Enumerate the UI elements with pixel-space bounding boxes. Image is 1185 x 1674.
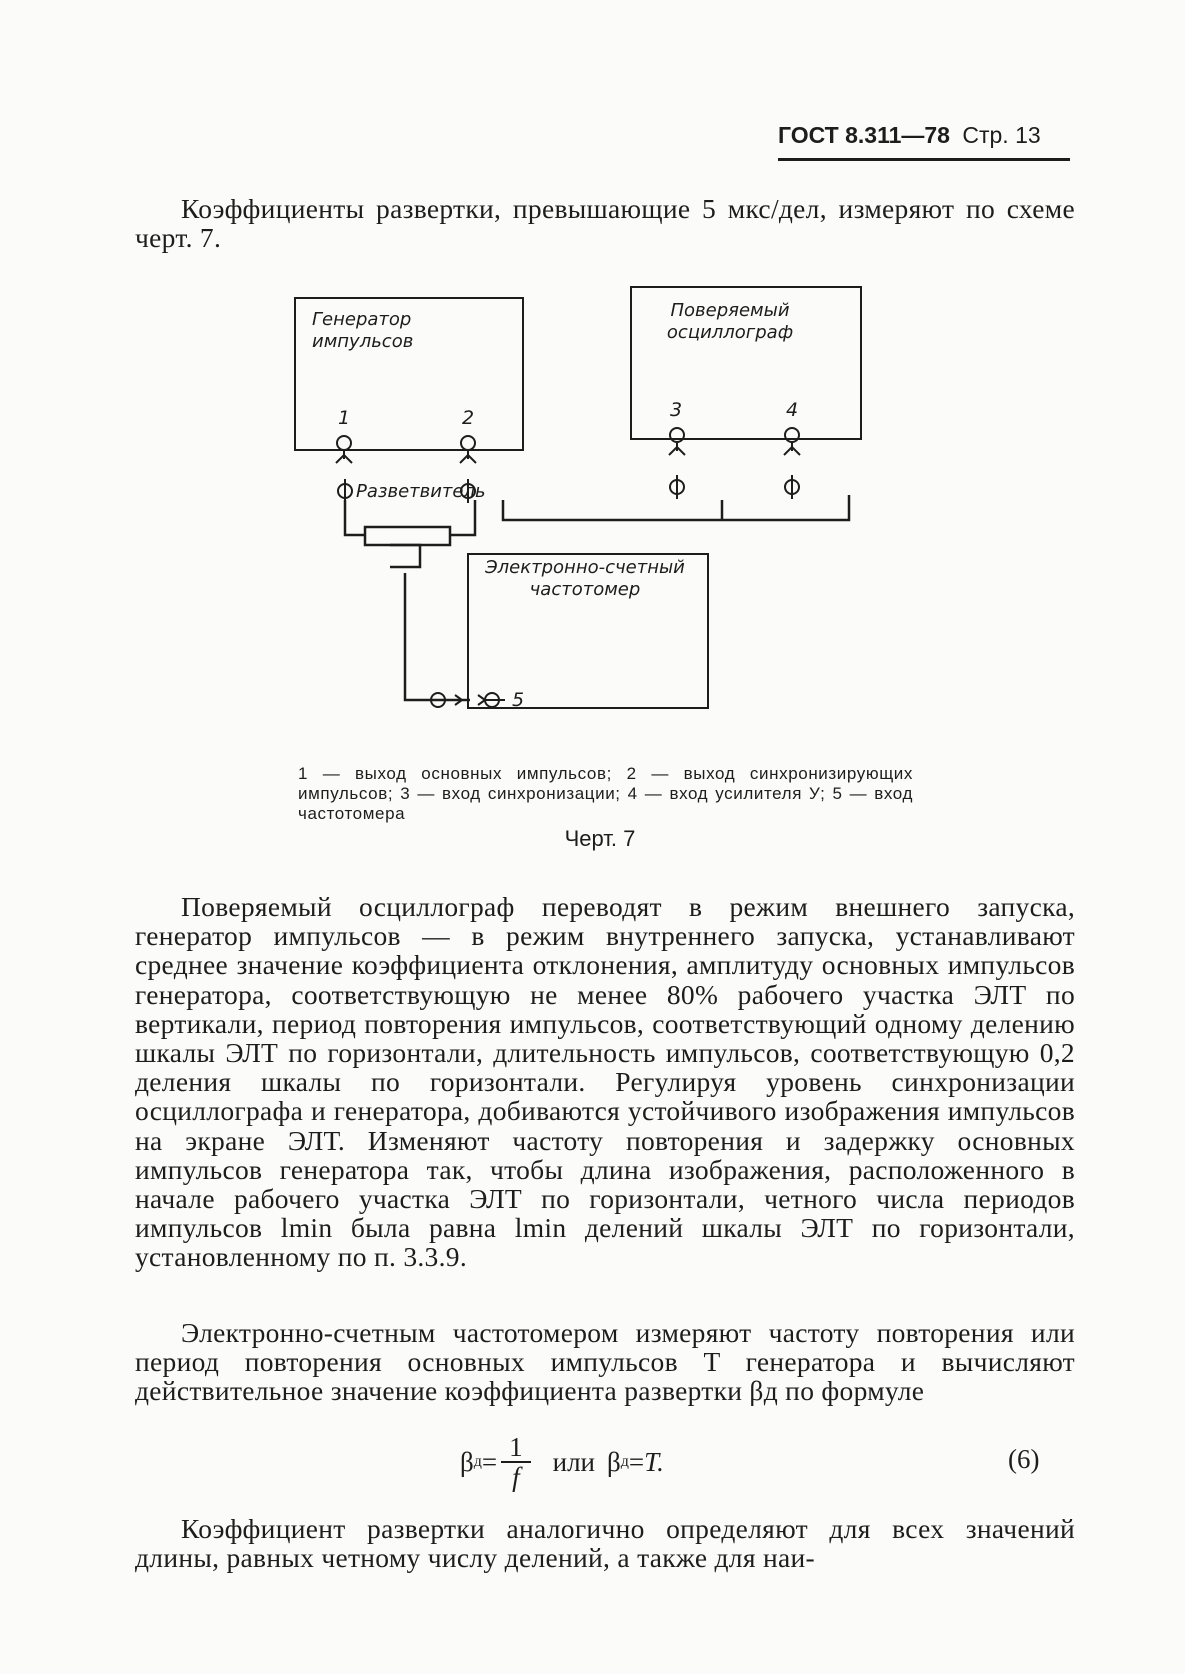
formula-lhs: β (460, 1446, 474, 1477)
page-header (778, 122, 1068, 149)
pin-label-2: 2 (462, 407, 475, 429)
page-number: Стр. 13 (962, 122, 1041, 148)
figure-label: Черт. 7 (564, 826, 636, 851)
formula-lhs-sub: д (473, 1453, 482, 1470)
formula-lhs-sub-2: д (620, 1453, 629, 1470)
figure-caption: 1 — выход основных импульсов; 2 — выход синхронизирующих импульсов; 3 — вход синхронизации; 4 — вход усилителя У; 5 — вход частотомера (298, 764, 913, 823)
formula-numerator: 1 (501, 1433, 531, 1463)
generator-title: Генератор импульсов (312, 309, 414, 352)
counter-title: Электронно-счетный частотомер (485, 557, 685, 600)
paragraph-1: Поверяемый осциллограф переводят в режим внешнего запуска, генератор импульсов — в режим внутреннего запуска, устанавливают среднее значение коэффициента отклонения, амплитуду основных импульсов генератора, соответствующую не менее 80% рабочего участка ЭЛТ по вертикали, период повторения импульсов, соответствующий одному делению шкалы ЭЛТ по горизонтали, длительность импульсов, соответствующую 0,2 деления шкалы по горизонтали. Регулируя уровень синхронизации осциллографа и генератора, добиваются устойчивого изображения импульсов на экране ЭЛТ. Изменяют частоту повторения и задержку основных импульсов генератора так, чтобы длина изображения, расположенного в начале рабочего участка ЭЛТ по горизонтали, четного числа периодов импульсов lmin была равна lmin делений шкалы ЭЛТ по горизонтали, установленному по п. 3.3.9. (135, 891, 1075, 1273)
pin-label-4: 4 (786, 399, 799, 421)
paragraph-2: Электронно-счетным частотомером измеряют частоту повторения или период повторения основных импульсов T генератора и вычисляют действительное значение коэффициента развертки βд по формуле (135, 1317, 1075, 1407)
formula-denominator: f (512, 1462, 520, 1492)
pin-label-5: 5 (512, 689, 525, 711)
formula-lhs-2: β (607, 1446, 621, 1477)
intro-paragraph: Коэффициенты развертки, превышающие 5 мкс/дел, измеряют по схеме черт. 7. (135, 193, 1075, 254)
circuit-diagram (290, 295, 930, 735)
formula-fraction (501, 1433, 531, 1491)
document-number: ГОСТ 8.311—78 (778, 122, 950, 148)
formula-or: или (552, 1446, 595, 1477)
formula-number: (6) (1008, 1444, 1040, 1474)
oscillograph-title: Поверяемый осциллограф (666, 300, 794, 343)
paragraph-3: Коэффициент развертки аналогично определяют для всех значений длины, равных четному числу делений, а также для наи- (135, 1513, 1075, 1574)
header-rule (778, 158, 1070, 161)
formula: β д = $\frac{1}{f}$ или β д = T. (460, 1432, 664, 1492)
formula-rhs: T. (644, 1446, 664, 1477)
splitter-label: Разветвитель (356, 481, 486, 502)
pin-label-3: 3 (670, 399, 683, 421)
pin-label-1: 1 (338, 407, 351, 429)
